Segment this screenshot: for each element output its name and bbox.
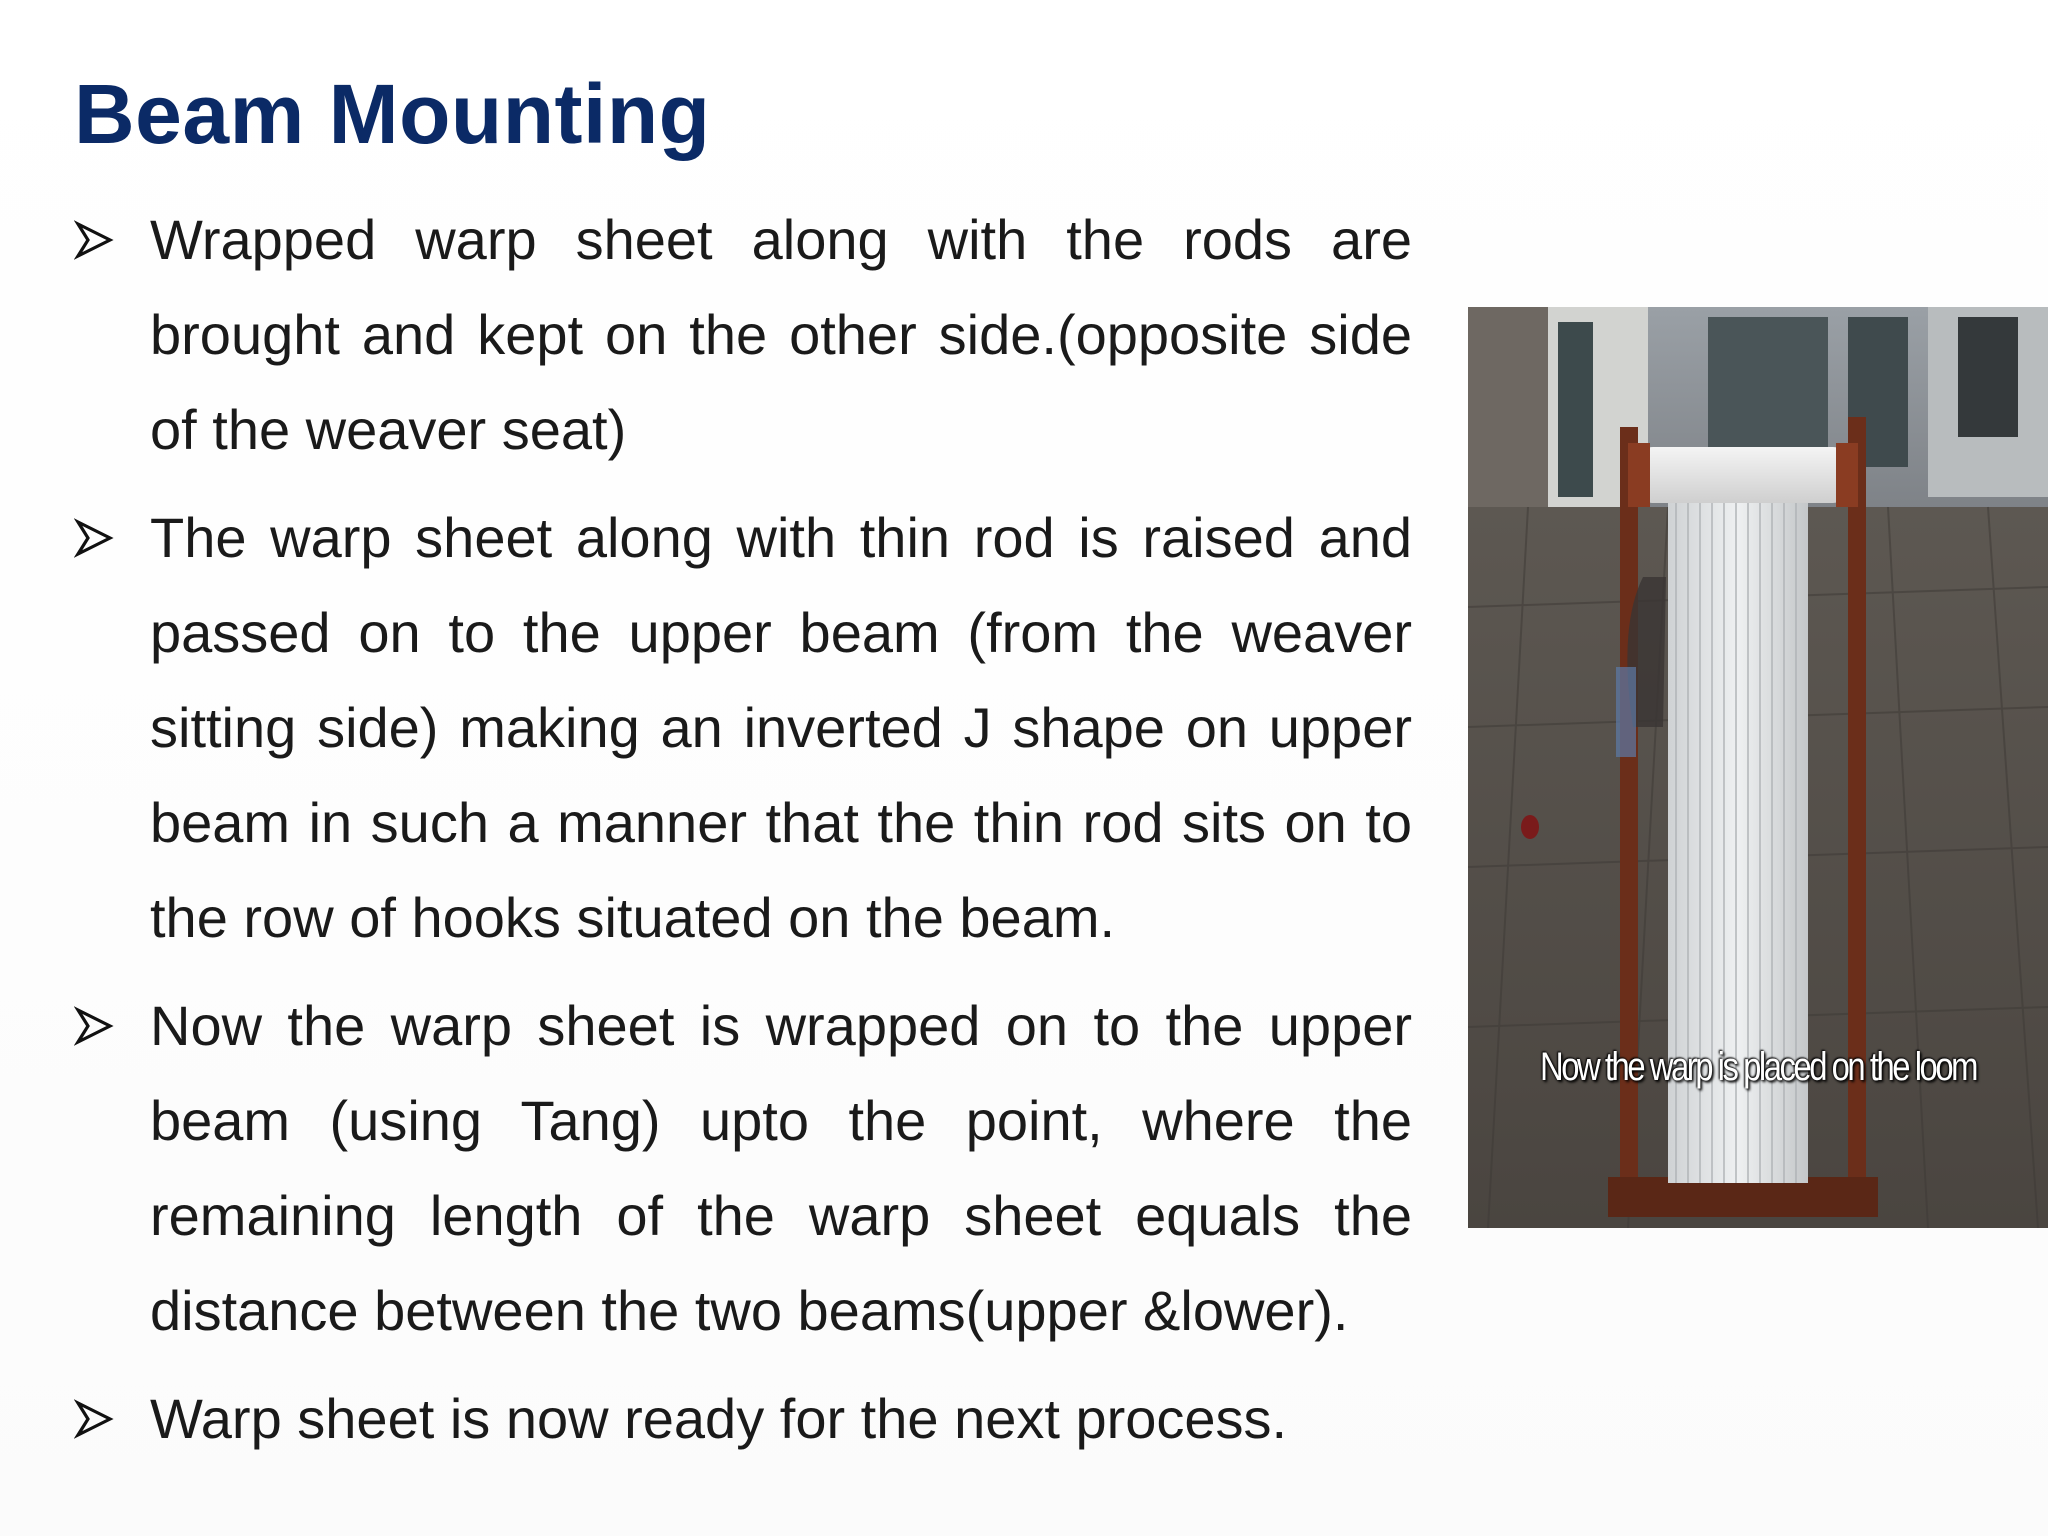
slide-title: Beam Mounting	[74, 67, 711, 161]
bullet-item	[74, 490, 1412, 965]
bullet-item	[74, 1371, 1412, 1466]
arrowhead-bullet-icon	[74, 490, 150, 585]
arrowhead-bullet-icon	[74, 978, 150, 1073]
arrowhead-bullet-icon	[74, 1371, 150, 1466]
arrowhead-bullet-icon	[74, 192, 150, 287]
bullet-text: Wrapped warp sheet along with the rods are brought and kept on the other side.(opposite side of the weaver seat)	[150, 208, 1412, 461]
loom-with-warp-photo	[1468, 307, 2048, 1228]
photo-caption: Now the warp is placed on the loom	[1540, 1045, 1976, 1089]
bullet-text: Warp sheet is now ready for the next process.	[150, 1387, 1288, 1450]
bullet-list	[74, 192, 1412, 1479]
bullet-item	[74, 978, 1412, 1358]
bullet-text: Now the warp sheet is wrapped on to the upper beam (using Tang) upto the point, where the remaining length of the warp sheet equals the distance between the two beams(upper &lower).	[150, 994, 1412, 1342]
bullet-item	[74, 192, 1412, 477]
bullet-text: The warp sheet along with thin rod is raised and passed on to the upper beam (from the weaver sitting side) making an inverted J shape on upper beam in such a manner that the thin rod sits on to the row of hooks situated on the beam.	[150, 506, 1412, 949]
